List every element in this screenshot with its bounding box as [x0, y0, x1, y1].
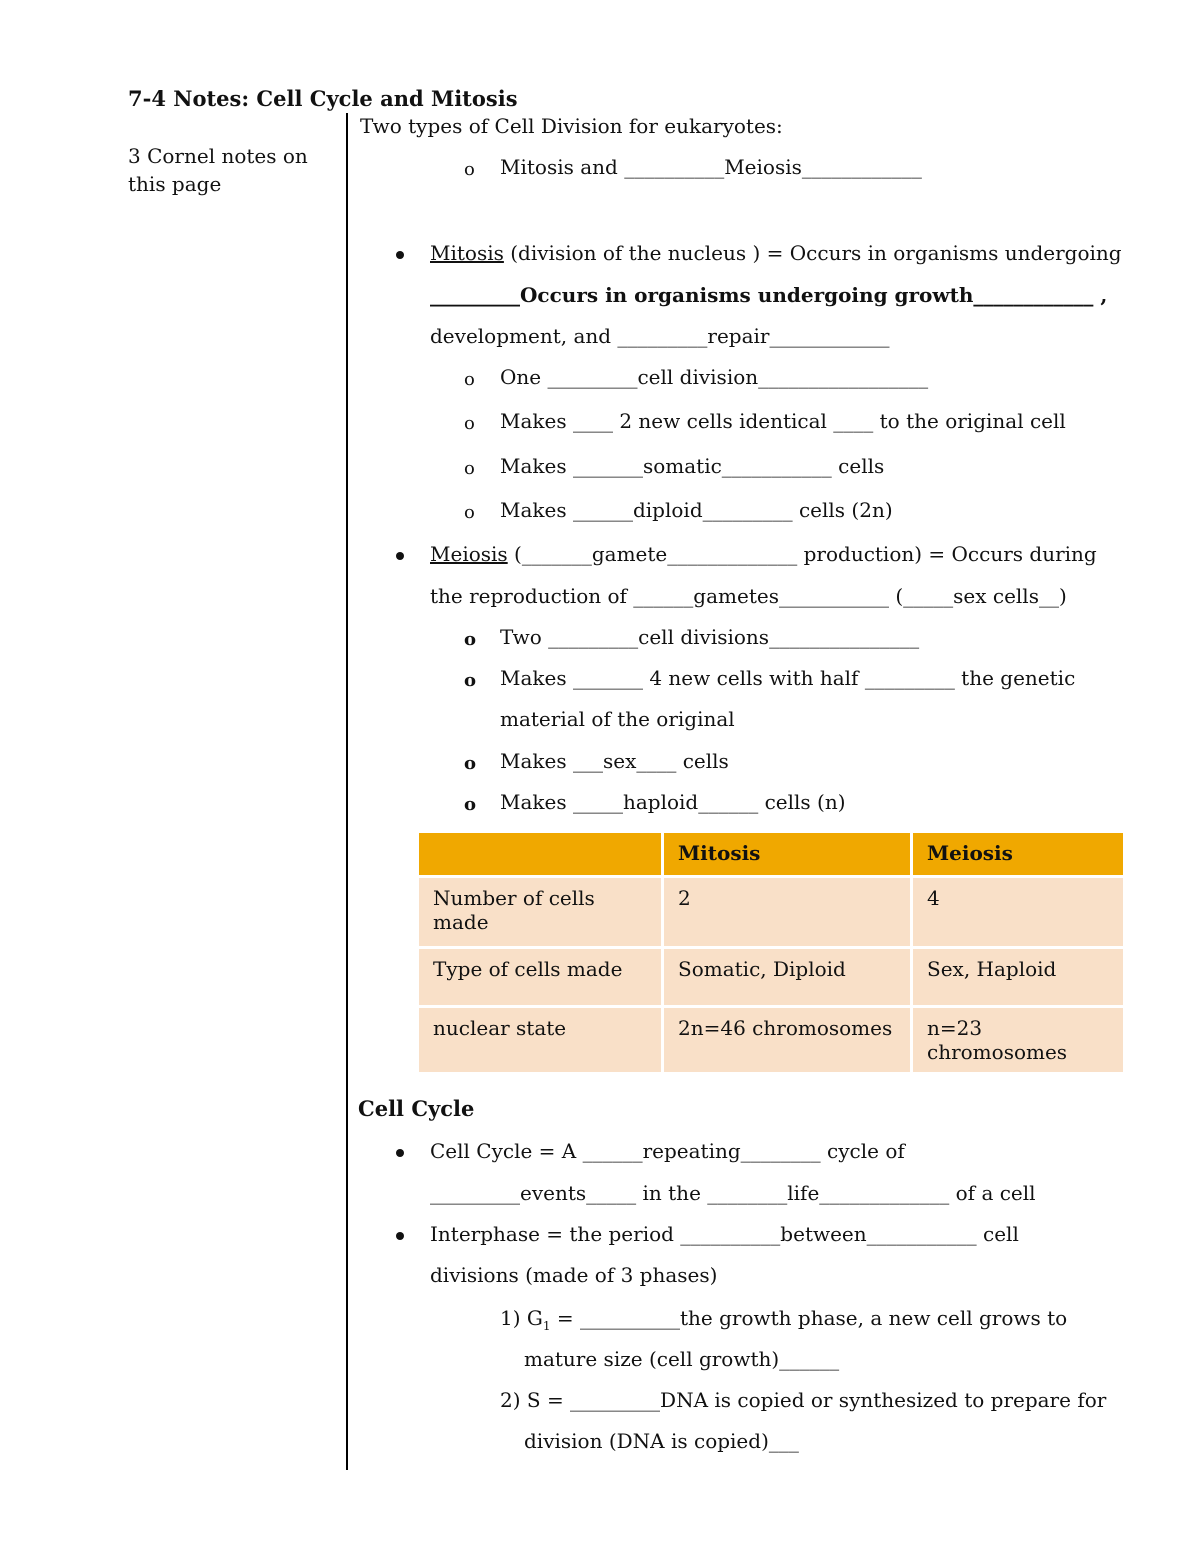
- phase-s-cont: division (DNA is copied)___: [524, 1429, 799, 1453]
- circle-bullet-icon: o: [464, 502, 475, 523]
- mitosis-line-3-text: development, and _________repair____________: [430, 324, 890, 348]
- table-row: [419, 878, 1123, 946]
- meiosis-line-1: [430, 542, 1097, 566]
- phase-g1-subscript: 1: [542, 1319, 551, 1333]
- table-header-row: [419, 833, 1123, 875]
- circle-bullet-icon: o: [464, 794, 477, 815]
- cell-cycle-heading: Cell Cycle: [358, 1096, 475, 1121]
- table-cell: 4: [913, 878, 1123, 946]
- sidebar-note: 3 Cornel notes on this page: [128, 144, 308, 196]
- table-cell: 2n=46 chromosomes: [664, 1008, 910, 1072]
- meiosis-item: Makes _______ 4 new cells with half _________ the genetic: [500, 666, 1076, 690]
- table-row: [419, 949, 1123, 1005]
- interphase-definition-cont: divisions (made of 3 phases): [430, 1263, 718, 1287]
- division-intro: Two types of Cell Division for eukaryotes:: [360, 114, 783, 138]
- mitosis-line-3: [430, 324, 890, 348]
- phase-g1: [500, 1306, 1067, 1333]
- mitosis-item: Makes ______diploid_________ cells (2n): [500, 498, 893, 522]
- circle-bullet-icon: o: [464, 413, 475, 434]
- circle-bullet-icon: o: [464, 369, 475, 390]
- page-title: 7-4 Notes: Cell Cycle and Mitosis: [128, 86, 518, 111]
- division-types: Mitosis and __________Meiosis____________: [500, 155, 922, 179]
- meiosis-item: Makes ___sex____ cells: [500, 749, 729, 773]
- interphase-definition: Interphase = the period __________between___________ cell: [430, 1222, 1019, 1246]
- phase-g1-label: 1) G: [500, 1306, 543, 1330]
- meiosis-item-continuation: material of the original: [500, 707, 735, 731]
- mitosis-item: Makes _______somatic___________ cells: [500, 454, 885, 478]
- table-header-cell: [419, 833, 661, 875]
- table-row: [419, 1008, 1123, 1072]
- meiosis-line-2: the reproduction of ______gametes___________ (_____sex cells__): [430, 584, 1067, 608]
- mitosis-definition: (division of the nucleus ) = Occurs in organisms undergoing: [503, 241, 1122, 265]
- bullet-icon: [396, 251, 404, 259]
- bullet-icon: [396, 1149, 404, 1157]
- table-header-cell: Mitosis: [664, 833, 910, 875]
- circle-bullet-icon: o: [464, 159, 475, 180]
- meiosis-item: Two _________cell divisions_______________: [500, 625, 920, 649]
- circle-bullet-icon: o: [464, 629, 477, 650]
- table-cell: 2: [664, 878, 910, 946]
- mitosis-line-2: _________Occurs in organisms undergoing growth____________ ,: [430, 283, 1108, 307]
- table-cell: Number of cells made: [419, 878, 661, 946]
- circle-bullet-icon: o: [464, 670, 477, 691]
- mitosis-item: One _________cell division_________________: [500, 365, 929, 389]
- meiosis-term: Meiosis: [430, 542, 508, 566]
- circle-bullet-icon: o: [464, 753, 477, 774]
- table-cell: Type of cells made: [419, 949, 661, 1005]
- phase-g1-text: = __________the growth phase, a new cell grows to: [550, 1306, 1068, 1330]
- mitosis-line-1: [430, 241, 1122, 265]
- phase-s: 2) S = _________DNA is copied or synthesized to prepare for: [500, 1388, 1107, 1412]
- table-cell: nuclear state: [419, 1008, 661, 1072]
- mitosis-item: Makes ____ 2 new cells identical ____ to the original cell: [500, 409, 1066, 433]
- cornell-divider: [346, 113, 348, 1470]
- bullet-icon: [396, 552, 404, 560]
- mitosis-term: Mitosis: [430, 241, 504, 265]
- meiosis-item: Makes _____haploid______ cells (n): [500, 790, 846, 814]
- meiosis-definition: (_______gamete_____________ production) = Occurs during: [507, 542, 1097, 566]
- table-header-cell: Meiosis: [913, 833, 1123, 875]
- table-cell: Sex, Haploid: [913, 949, 1123, 1005]
- cell-cycle-definition-cont: _________events_____ in the ________life_____________ of a cell: [430, 1181, 1036, 1205]
- circle-bullet-icon: o: [464, 458, 475, 479]
- cell-cycle-definition: Cell Cycle = A ______repeating________ cycle of: [430, 1139, 905, 1163]
- bullet-icon: [396, 1232, 404, 1240]
- phase-g1-cont: mature size (cell growth)______: [524, 1347, 840, 1371]
- comparison-table: [416, 830, 1126, 1075]
- table-cell: Somatic, Diploid: [664, 949, 910, 1005]
- table-cell: n=23 chromosomes: [913, 1008, 1123, 1072]
